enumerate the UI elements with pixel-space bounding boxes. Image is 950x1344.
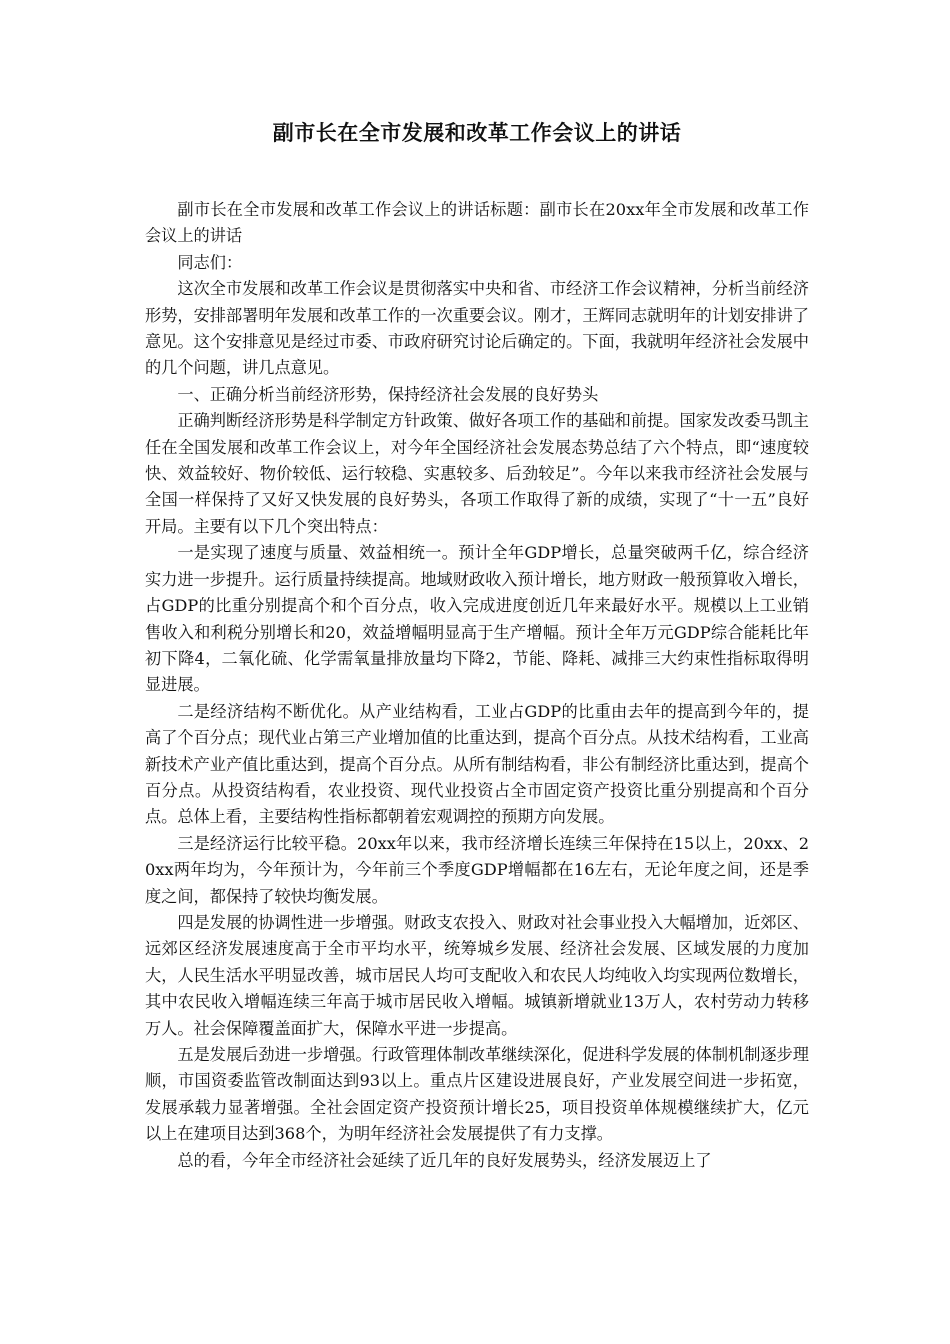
document-title: 副市长在全市发展和改革工作会议上的讲话 [272, 121, 682, 145]
paragraph-salutation: 同志们： [177, 252, 243, 272]
paragraph-heading-line: 副市长在全市发展和改革工作会议上的讲话标题：副市长在20xx年全市发展和改革工作会议上的讲话 [145, 200, 809, 246]
paragraph-intro: 这次全市发展和改革工作会议是贯彻落实中央和省、市经济工作会议精神，分析当前经济形势，安排部署明年发展和改革工作的一次重要会议。刚才，王辉同志就明年的计划安排讲了意见。这个安排意见是经过市委、市政府研究讨论后确定的。下面，我就明年经济社会发展中的几个问题，讲几点意见。 [145, 279, 809, 378]
paragraph: 正确判断经济形势是科学制定方针政策、做好各项工作的基础和前提。国家发改委马凯主任在全国发展和改革工作会议上，对今年全国经济社会发展态势总结了六个特点，即“速度较快、效益较好、物价较低、运行较稳、实惠较多、后劲较足”。今年以来我市经济社会发展与全国一样保持了又好又快发展的良好势头，各项工作取得了新的成绩，实现了“十一五”良好开局。主要有以下几个突出特点： [145, 411, 809, 536]
document-page [145, 118, 809, 1174]
paragraph: 总的看，今年全市经济社会延续了近几年的良好发展势头，经济发展迈上了 [177, 1150, 712, 1170]
paragraph: 三是经济运行比较平稳。20xx年以来，我市经济增长连续三年保持在15以上，20xx、20xx两年均为，今年预计为，今年前三个季度GDP增幅都在16左右，无论年度之间，还是季度之间，都保持了较快均衡发展。 [145, 833, 809, 906]
paragraph: 二是经济结构不断优化。从产业结构看，工业占GDP的比重由去年的提高到今年的，提高了个百分点；现代业占第三产业增加值的比重达到，提高个百分点。从技术结构看，工业高新技术产业产值比重达到，提高个百分点。从所有制结构看，非公有制经济比重达到，提高个百分点。从投资结构看，农业投资、现代业投资占全市固定资产投资比重分别提高和个百分点。总体上看，主要结构性指标都朝着宏观调控的预期方向发展。 [145, 701, 809, 827]
section-heading-one: 一、正确分析当前经济形势，保持经济社会发展的良好势头 [177, 384, 599, 404]
paragraph: 四是发展的协调性进一步增强。财政支农投入、财政对社会事业投入大幅增加，近郊区、远郊区经济发展速度高于全市平均水平，统筹城乡发展、经济社会发展、区域发展的力度加大，人民生活水平明显改善，城市居民人均可支配收入和农民人均纯收入均实现两位数增长，其中农民收入增幅连续三年高于城市居民收入增幅。城镇新增就业13万人，农村劳动力转移万人。社会保障覆盖面扩大，保障水平进一步提高。 [145, 912, 809, 1038]
paragraph: 一是实现了速度与质量、效益相统一。预计全年GDP增长，总量突破两千亿，综合经济实力进一步提升。运行质量持续提高。地域财政收入预计增长，地方财政一般预算收入增长，占GDP的比重分别提高个和个百分点，收入完成进度创近几年来最好水平。规模以上工业销售收入和利税分别增长和20，效益增幅明显高于生产增幅。预计全年万元GDP综合能耗比年初下降4，二氧化硫、化学需氧量排放量均下降2，节能、降耗、减排三大约束性指标取得明显进展。 [145, 543, 809, 695]
document-body [145, 197, 809, 1174]
paragraph: 五是发展后劲进一步增强。行政管理体制改革继续深化，促进科学发展的体制机制逐步理顺，市国资委监管改制面达到93以上。重点片区建设进展良好，产业发展空间进一步拓宽，发展承载力显著增强。全社会固定资产投资预计增长25，项目投资单体规模继续扩大，亿元以上在建项目达到368个，为明年经济社会发展提供了有力支撑。 [145, 1045, 809, 1144]
